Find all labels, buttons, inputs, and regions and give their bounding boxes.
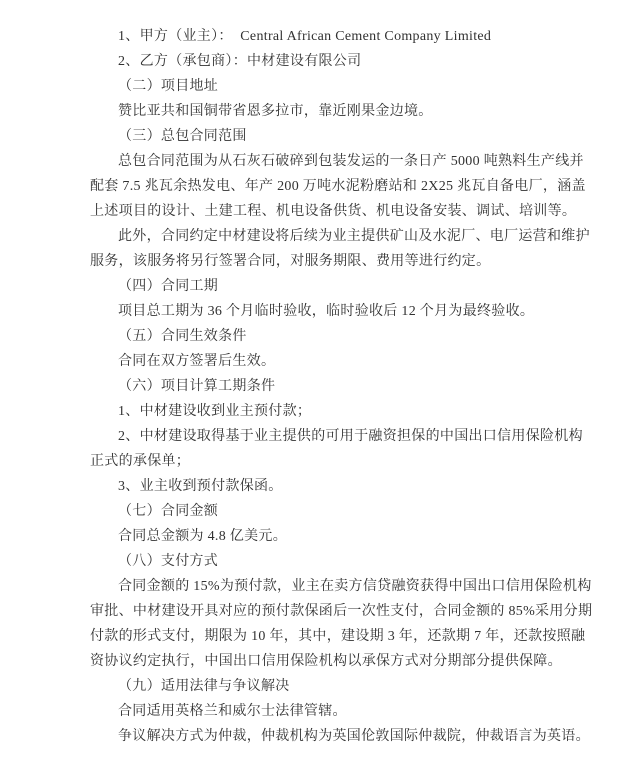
text-line: 项目总工期为 36 个月临时验收，临时验收后 12 个月为最终验收。 xyxy=(118,304,535,319)
text-line: 1、中材建设收到业主预付款； xyxy=(118,404,312,419)
text-line: 赞比亚共和国铜带省恩多拉市，靠近刚果金边境。 xyxy=(118,104,433,119)
text-line: 上述项目的设计、土建工程、机电设备供货、机电设备安装、调试、培训等。 xyxy=(90,204,577,219)
text-line: 总包合同范围为从石灰石破碎到包装发运的一条日产 5000 吨熟料生产线并 xyxy=(118,154,584,169)
text-line: （六）项目计算工期条件 xyxy=(118,379,276,394)
text-line: 2、中材建设取得基于业主提供的可用于融资担保的中国出口信用保险机构 xyxy=(118,429,583,444)
text-line: 服务，该服务将另行签署合同，对服务期限、费用等进行约定。 xyxy=(90,254,491,269)
text-line: （二）项目地址 xyxy=(118,79,219,94)
text-line: 正式的承保单； xyxy=(90,454,191,469)
text-line: 合同适用英格兰和威尔士法律管辖。 xyxy=(118,704,347,719)
text-line: 付款的形式支付，期限为 10 年，其中，建设期 3 年，还款期 7 年，还款按照融 xyxy=(90,629,586,644)
text-line: （八）支付方式 xyxy=(118,554,219,569)
text-line: 3、业主收到预付款保函。 xyxy=(118,479,283,494)
text-line: （三）总包合同范围 xyxy=(118,129,247,144)
text-line: （九）适用法律与争议解决 xyxy=(118,679,290,694)
text-line: 合同在双方签署后生效。 xyxy=(118,354,276,369)
text-line: 配套 7.5 兆瓦余热发电、年产 200 万吨水泥粉磨站和 2X25 兆瓦自备电厂，涵盖 xyxy=(90,179,586,194)
text-line: 争议解决方式为仲裁，仲裁机构为英国伦敦国际仲裁院，仲裁语言为英语。 xyxy=(118,729,590,744)
text-line: （五）合同生效条件 xyxy=(118,329,247,344)
text-line: 审批、中材建设开具对应的预付款保函后一次性支付，合同金额的 85%采用分期 xyxy=(90,604,593,619)
text-line: 1、甲方（业主）： Central African Cement Company Limited xyxy=(118,29,492,44)
text-line: 资协议约定执行，中国出口信用保险机构以承保方式对分期部分提供保障。 xyxy=(90,654,562,669)
text-line: 合同总金额为 4.8 亿美元。 xyxy=(118,529,287,544)
text-line: （四）合同工期 xyxy=(118,279,219,294)
text-line: 2、乙方（承包商）：中材建设有限公司 xyxy=(118,54,362,69)
text-line: 此外，合同约定中材建设将后续为业主提供矿山及水泥厂、电厂运营和维护 xyxy=(118,229,590,244)
text-line: （七）合同金额 xyxy=(118,504,219,519)
text-line: 合同金额的 15%为预付款，业主在卖方信贷融资获得中国出口信用保险机构 xyxy=(118,579,592,594)
